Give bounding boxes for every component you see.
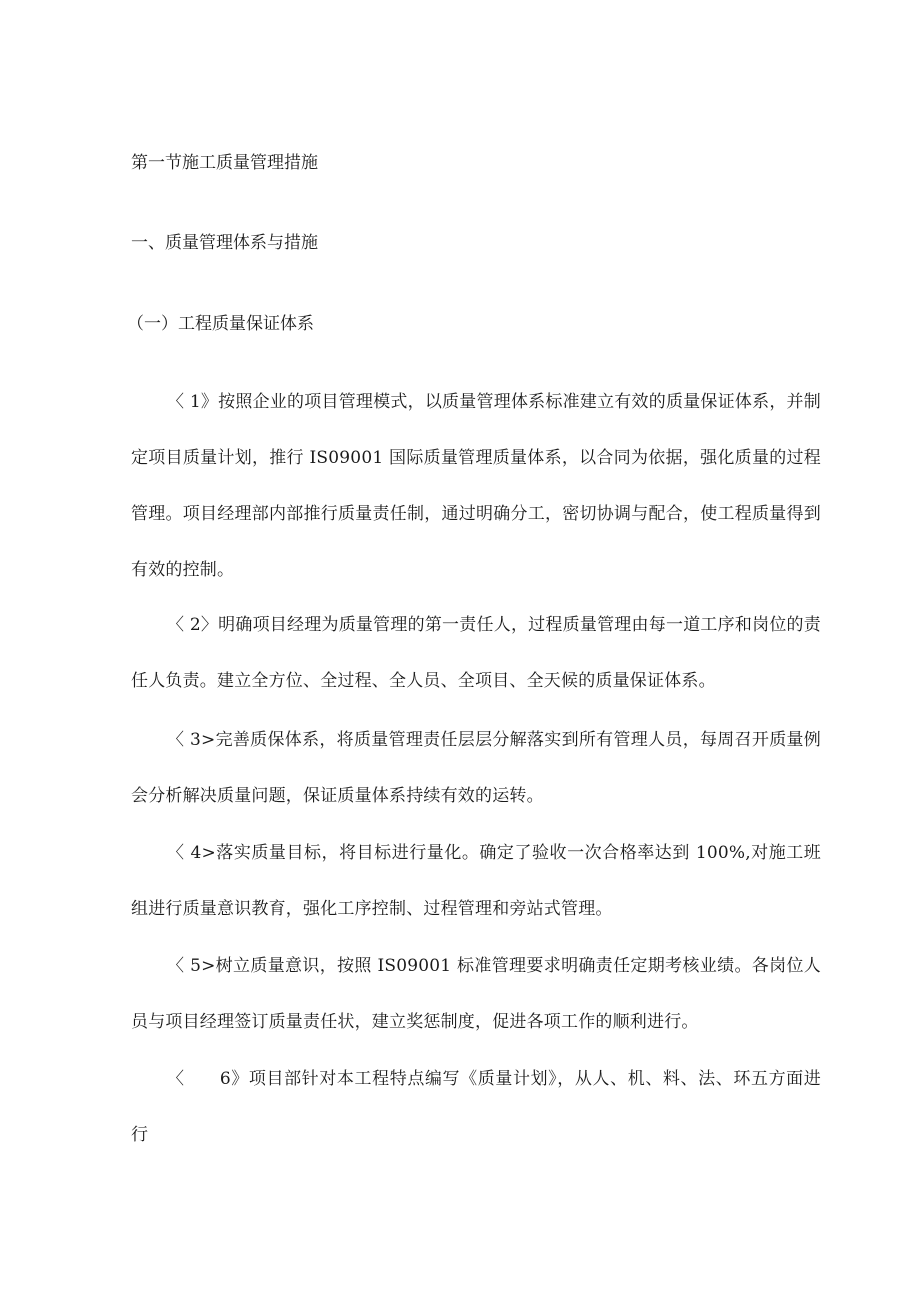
paragraph-2: 〈 2〉明确项目经理为质量管理的第一责任人，过程质量管理由每一道工序和岗位的责任人负责。建立全方位、全过程、全人员、全项目、全天候的质量保证体系。 — [131, 615, 821, 691]
paragraph-3: 〈 3>完善质保体系，将质量管理责任层层分解落实到所有管理人员，每周召开质量例会分析解决质量问题，保证质量体系持续有效的运转。 — [131, 730, 821, 806]
subsection-title: 一、质量管理体系与措施 — [131, 233, 318, 253]
sub-subsection-title: （一）工程质量保证体系 — [127, 314, 314, 334]
section-title: 第一节施工质量管理措施 — [131, 153, 318, 173]
paragraph-4: 〈 4>落实质量目标，将目标进行量化。确定了验收一次合格率达到 100%,对施工班组进行质量意识教育，强化工序控制、过程管理和旁站式管理。 — [131, 843, 821, 919]
paragraph-5: 〈 5>树立质量意识，按照 IS09001 标准管理要求明确责任定期考核业绩。各岗位人员与项目经理签订质量责任状，建立奖惩制度，促进各项工作的顺利进行。 — [131, 956, 821, 1032]
paragraph-6: 〈 6》项目部针对本工程特点编写《质量计划》，从人、机、料、法、环五方面进行 — [131, 1069, 821, 1145]
paragraph-1: 〈 1》按照企业的项目管理模式，以质量管理体系标准建立有效的质量保证体系，并制定项目质量计划，推行 IS09001 国际质量管理质量体系，以合同为依据，强化质量的过程管理。项目经理部内部推行质量责任制，通过明确分工，密切协调与配合，使工程质量得到有效的控制。 — [131, 392, 821, 580]
